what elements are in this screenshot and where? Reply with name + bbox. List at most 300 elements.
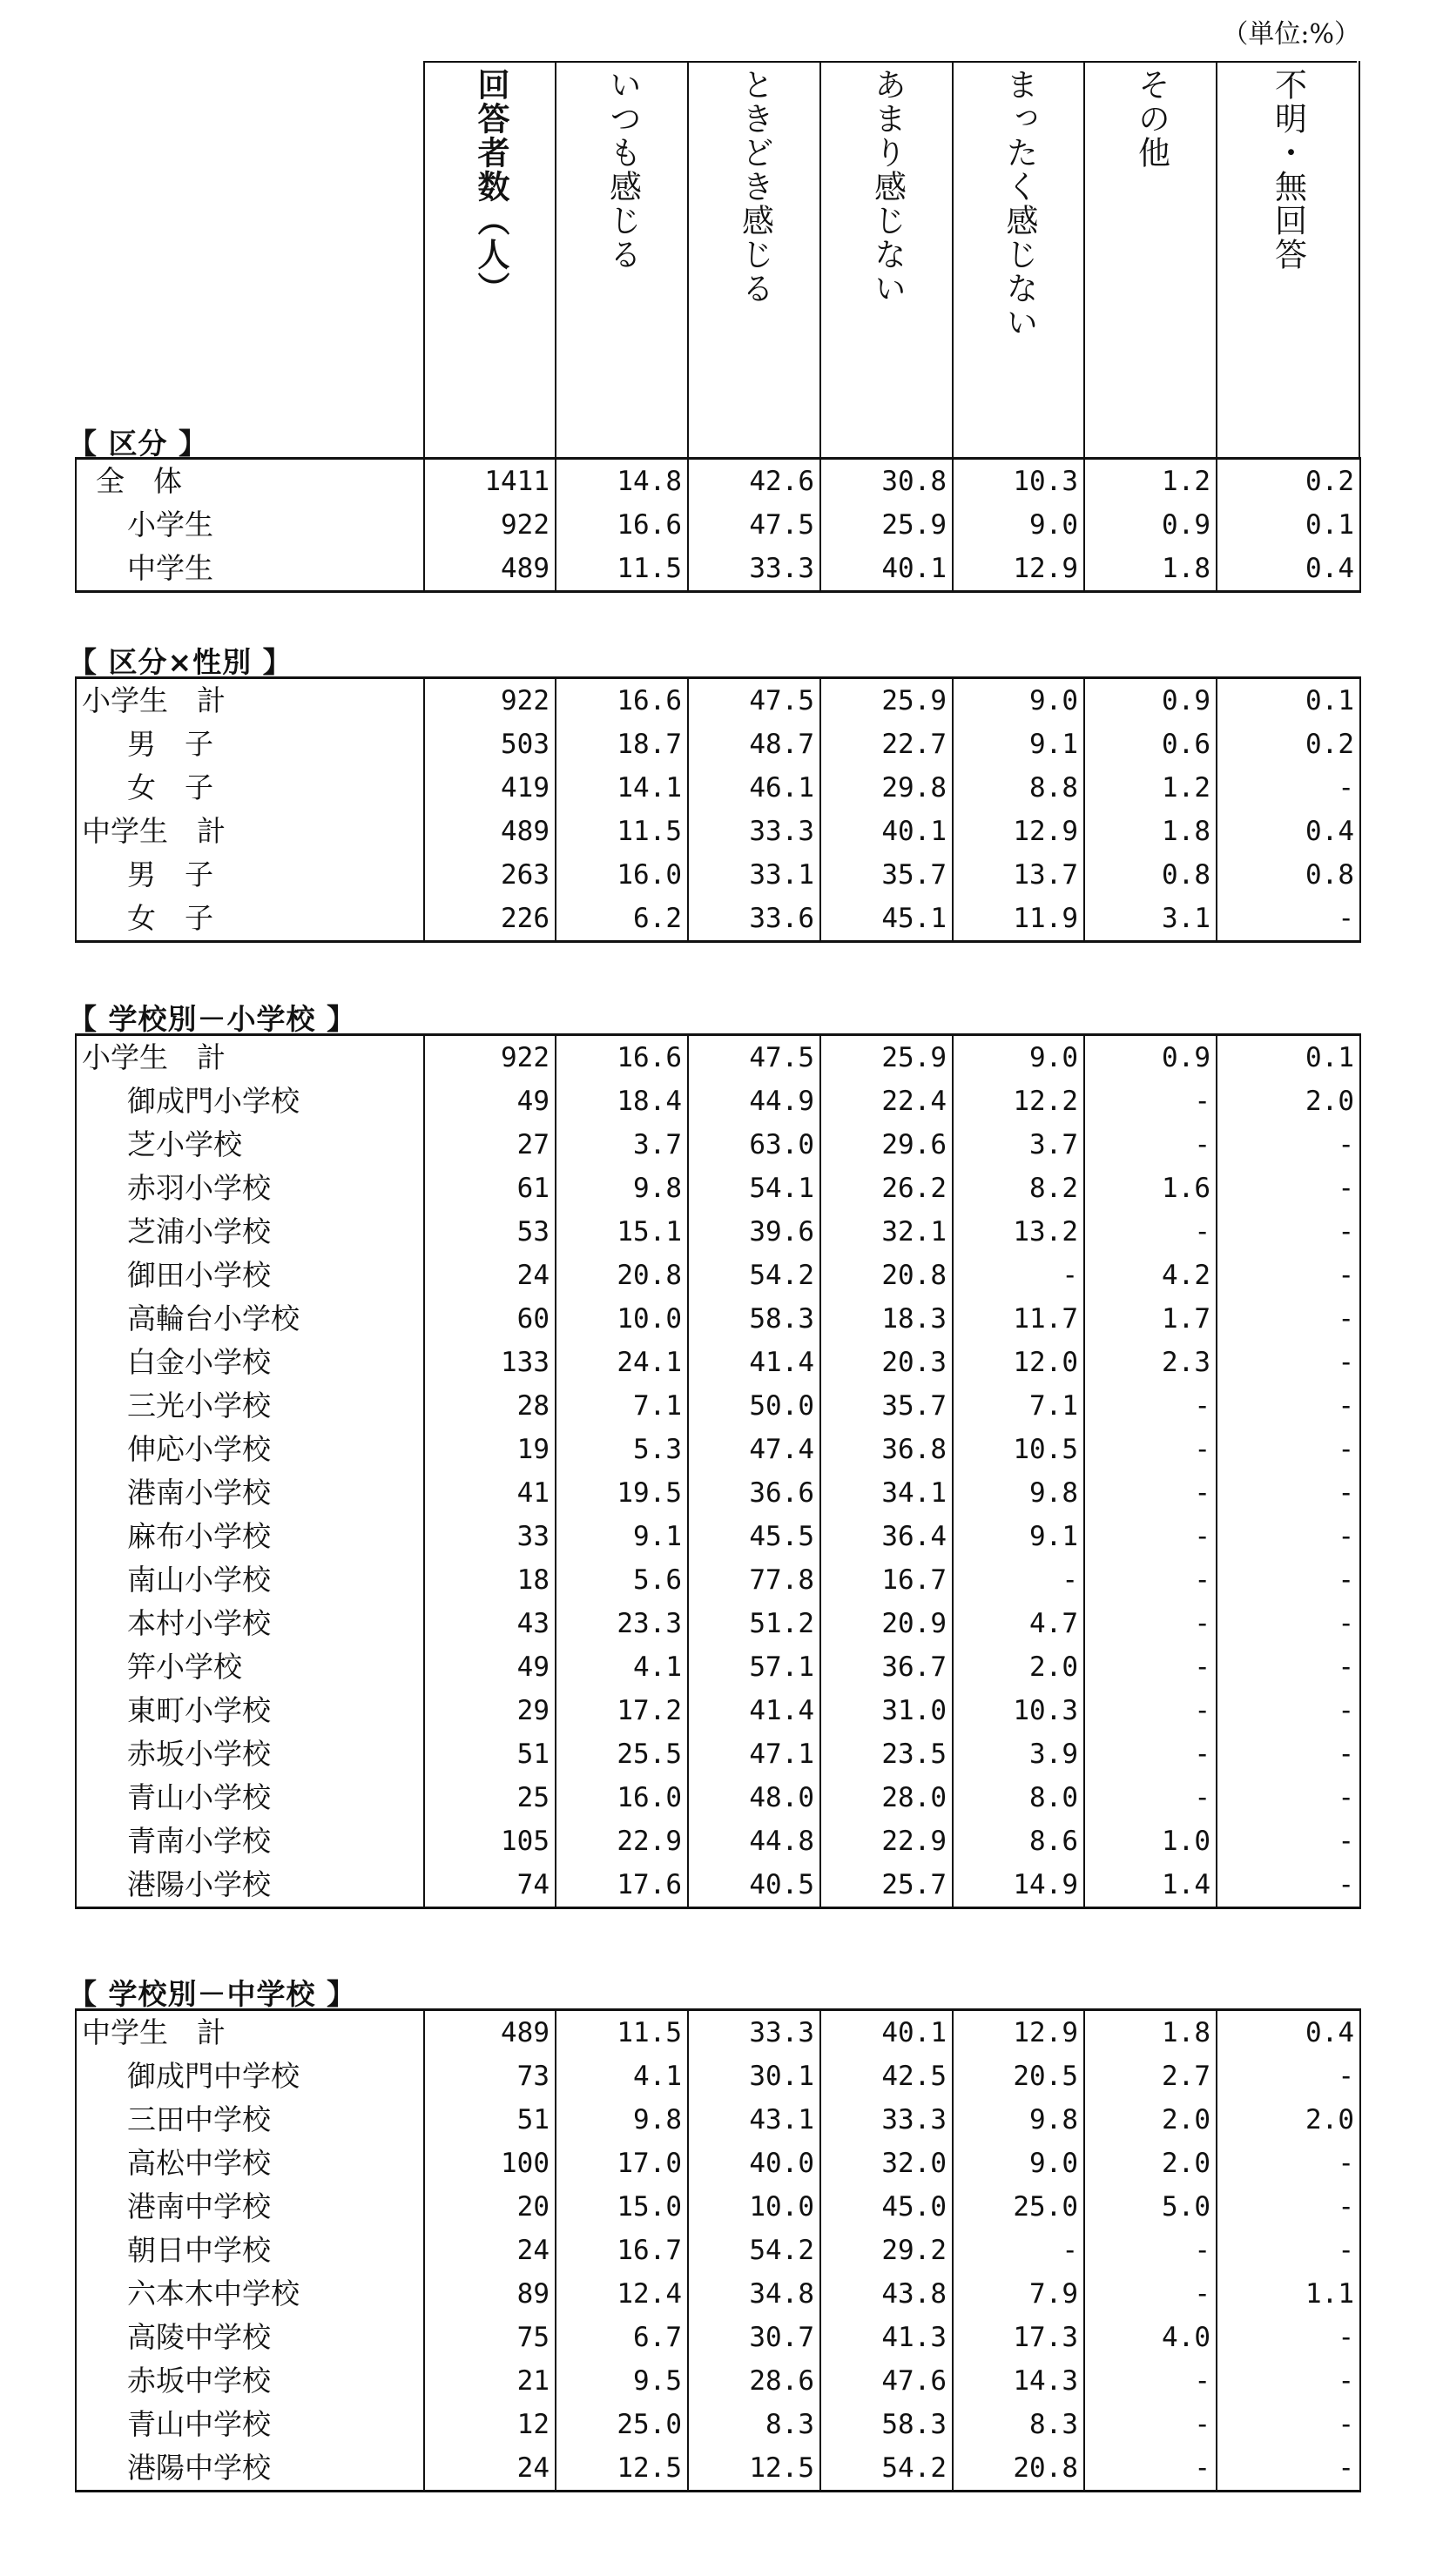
cell-value: 17.2	[556, 1689, 688, 1732]
cell-value: 13.7	[953, 853, 1084, 897]
cell-value: -	[1217, 2359, 1360, 2403]
cell-value: -	[1217, 1384, 1360, 1428]
cell-value: 3.9	[953, 1732, 1084, 1776]
cell-value: 22.9	[820, 1819, 953, 1863]
table-row	[76, 2403, 1360, 2446]
cell-value: 18.7	[556, 723, 688, 766]
cell-value: 18.3	[820, 1297, 953, 1341]
cell-value: 20.5	[953, 2055, 1084, 2098]
cell-value: 9.8	[556, 2098, 688, 2142]
cell-value: 0.8	[1084, 853, 1217, 897]
cell-value: 8.3	[953, 2403, 1084, 2446]
cell-value: 12.0	[953, 1341, 1084, 1384]
table-row	[76, 1776, 1360, 1819]
cell-value: 57.1	[688, 1645, 820, 1689]
cell-value: 16.7	[820, 1558, 953, 1602]
row-label: 青山中学校	[76, 2403, 424, 2446]
cell-value: 1.6	[1084, 1167, 1217, 1210]
cell-value: 54.2	[688, 1254, 820, 1297]
cell-value: 9.8	[953, 1471, 1084, 1515]
cell-value: -	[1084, 1210, 1217, 1254]
cell-value: 40.1	[820, 547, 953, 592]
cell-value: 14.1	[556, 766, 688, 810]
cell-value: 0.4	[1217, 547, 1360, 592]
row-label: 中学生	[76, 547, 424, 592]
cell-value: -	[1217, 1558, 1360, 1602]
cell-value: 17.6	[556, 1863, 688, 1908]
table-row	[76, 2272, 1360, 2316]
table-row	[76, 723, 1360, 766]
cell-value: 53	[424, 1210, 556, 1254]
table-row	[76, 1515, 1360, 1558]
cell-value: -	[1084, 1428, 1217, 1471]
cell-value: 47.5	[688, 1035, 820, 1080]
cell-value: 2.7	[1084, 2055, 1217, 2098]
cell-value: 30.1	[688, 2055, 820, 2098]
cell-value: 14.8	[556, 459, 688, 504]
cell-value: 58.3	[820, 2403, 953, 2446]
table-row	[76, 1863, 1360, 1908]
column-header-rarely	[819, 61, 954, 457]
cell-value: 6.7	[556, 2316, 688, 2359]
cell-value: 44.8	[688, 1819, 820, 1863]
cell-value: 45.0	[820, 2185, 953, 2229]
cell-value: 2.0	[1217, 2098, 1360, 2142]
cell-value: 16.0	[556, 853, 688, 897]
cell-value: 11.5	[556, 810, 688, 853]
cell-value: 9.8	[556, 1167, 688, 1210]
table-row	[76, 2010, 1360, 2055]
cell-value: 0.9	[1084, 503, 1217, 547]
cell-value: -	[1217, 1819, 1360, 1863]
cell-value: -	[1217, 2446, 1360, 2492]
table-row	[76, 503, 1360, 547]
cell-value: 9.0	[953, 2142, 1084, 2185]
cell-value: 25.9	[820, 678, 953, 723]
cell-value: 34.8	[688, 2272, 820, 2316]
cell-value: -	[1084, 2446, 1217, 2492]
cell-value: 15.0	[556, 2185, 688, 2229]
cell-value: 49	[424, 1079, 556, 1123]
row-label: 本村小学校	[76, 1602, 424, 1645]
cell-value: 19.5	[556, 1471, 688, 1515]
cell-value: 22.9	[556, 1819, 688, 1863]
cell-value: 263	[424, 853, 556, 897]
cell-value: 49	[424, 1645, 556, 1689]
cell-value: -	[1084, 2272, 1217, 2316]
cell-value: 33.3	[688, 2010, 820, 2055]
row-label: 朝日中学校	[76, 2229, 424, 2272]
cell-value: 0.9	[1084, 678, 1217, 723]
cell-value: -	[1217, 1428, 1360, 1471]
row-label: 港南中学校	[76, 2185, 424, 2229]
table-row	[76, 897, 1360, 942]
cell-value: 11.7	[953, 1297, 1084, 1341]
data-table-elementary-schools	[75, 1033, 1361, 1909]
table-row	[76, 459, 1360, 504]
row-label: 高輪台小学校	[76, 1297, 424, 1341]
row-label: 港陽中学校	[76, 2446, 424, 2492]
row-label: 御成門小学校	[76, 1079, 424, 1123]
cell-value: 1.0	[1084, 1819, 1217, 1863]
cell-value: -	[1217, 2142, 1360, 2185]
cell-value: 8.6	[953, 1819, 1084, 1863]
cell-value: -	[1217, 1471, 1360, 1515]
cell-value: -	[1084, 2229, 1217, 2272]
row-label: 赤坂小学校	[76, 1732, 424, 1776]
table-row	[76, 1602, 1360, 1645]
cell-value: 0.1	[1217, 678, 1360, 723]
cell-value: -	[1217, 766, 1360, 810]
cell-value: 41	[424, 1471, 556, 1515]
cell-value: 39.6	[688, 1210, 820, 1254]
cell-value: 33.6	[688, 897, 820, 942]
table-row	[76, 2359, 1360, 2403]
cell-value: 16.6	[556, 503, 688, 547]
cell-value: 25.9	[820, 1035, 953, 1080]
cell-value: 18.4	[556, 1079, 688, 1123]
cell-value: 23.5	[820, 1732, 953, 1776]
cell-value: 2.3	[1084, 1341, 1217, 1384]
cell-value: 41.3	[820, 2316, 953, 2359]
cell-value: -	[1217, 1602, 1360, 1645]
cell-value: -	[1084, 1776, 1217, 1819]
table-row	[76, 766, 1360, 810]
cell-value: 12.9	[953, 547, 1084, 592]
cell-value: 1411	[424, 459, 556, 504]
cell-value: 16.7	[556, 2229, 688, 2272]
cell-value: 10.3	[953, 459, 1084, 504]
table-row	[76, 1210, 1360, 1254]
section-label: 【 学校別－中学校 】	[68, 1977, 356, 2011]
table-row	[76, 1819, 1360, 1863]
cell-value: 16.6	[556, 1035, 688, 1080]
cell-value: 41.4	[688, 1341, 820, 1384]
column-header-label: あまり感じない	[868, 68, 907, 306]
data-table-by-gender	[75, 676, 1361, 943]
table-row	[76, 1732, 1360, 1776]
cell-value: 8.3	[688, 2403, 820, 2446]
cell-value: 33.3	[820, 2098, 953, 2142]
cell-value: 35.7	[820, 1384, 953, 1428]
cell-value: -	[1217, 2229, 1360, 2272]
row-label: 芝小学校	[76, 1123, 424, 1167]
cell-value: -	[1217, 1210, 1360, 1254]
cell-value: 11.9	[953, 897, 1084, 942]
cell-value: 75	[424, 2316, 556, 2359]
cell-value: -	[1217, 2055, 1360, 2098]
cell-value: 32.0	[820, 2142, 953, 2185]
data-table-junior-high-schools	[75, 2008, 1361, 2492]
cell-value: -	[1084, 2359, 1217, 2403]
cell-value: 0.4	[1217, 810, 1360, 853]
cell-value: 40.5	[688, 1863, 820, 1908]
table-row	[76, 2229, 1360, 2272]
table-row	[76, 2185, 1360, 2229]
cell-value: 1.4	[1084, 1863, 1217, 1908]
row-label: 小学生 計	[76, 678, 424, 723]
section-label: 【 学校別－小学校 】	[68, 1002, 356, 1036]
cell-value: 133	[424, 1341, 556, 1384]
cell-value: 24.1	[556, 1341, 688, 1384]
cell-value: 30.7	[688, 2316, 820, 2359]
cell-value: -	[1084, 1732, 1217, 1776]
cell-value: 77.8	[688, 1558, 820, 1602]
cell-value: 4.2	[1084, 1254, 1217, 1297]
cell-value: 33.1	[688, 853, 820, 897]
table-row	[76, 1689, 1360, 1732]
table-row	[76, 1167, 1360, 1210]
table-row	[76, 678, 1360, 723]
cell-value: 9.1	[953, 1515, 1084, 1558]
table-row	[76, 1645, 1360, 1689]
row-label: 御成門中学校	[76, 2055, 424, 2098]
cell-value: 100	[424, 2142, 556, 2185]
cell-value: 2.0	[953, 1645, 1084, 1689]
cell-value: -	[953, 1558, 1084, 1602]
cell-value: 25.0	[556, 2403, 688, 2446]
table-row	[76, 1558, 1360, 1602]
cell-value: 0.1	[1217, 1035, 1360, 1080]
table-row	[76, 2316, 1360, 2359]
cell-value: 9.0	[953, 678, 1084, 723]
cell-value: 48.0	[688, 1776, 820, 1819]
row-label: 芝浦小学校	[76, 1210, 424, 1254]
cell-value: 9.0	[953, 503, 1084, 547]
table-row	[76, 1471, 1360, 1515]
cell-value: 16.0	[556, 1776, 688, 1819]
cell-value: 42.5	[820, 2055, 953, 2098]
section-label: 【 区分×性別 】	[68, 645, 293, 679]
cell-value: 10.3	[953, 1689, 1084, 1732]
cell-value: 10.0	[556, 1297, 688, 1341]
unit-note: （単位:%）	[1222, 19, 1360, 50]
cell-value: 43.8	[820, 2272, 953, 2316]
row-label: 港南小学校	[76, 1471, 424, 1515]
cell-value: 60	[424, 1297, 556, 1341]
cell-value: 489	[424, 547, 556, 592]
cell-value: 36.4	[820, 1515, 953, 1558]
row-label: 港陽小学校	[76, 1863, 424, 1908]
cell-value: 0.2	[1217, 459, 1360, 504]
cell-value: 40.1	[820, 810, 953, 853]
cell-value: 16.6	[556, 678, 688, 723]
table-row	[76, 2098, 1360, 2142]
cell-value: 3.7	[953, 1123, 1084, 1167]
cell-value: -	[1084, 1471, 1217, 1515]
cell-value: -	[1084, 1384, 1217, 1428]
column-header-label: まったく感じない	[1001, 68, 1038, 340]
cell-value: 9.1	[953, 723, 1084, 766]
cell-value: -	[1217, 1515, 1360, 1558]
cell-value: -	[1217, 1863, 1360, 1908]
cell-value: 5.6	[556, 1558, 688, 1602]
cell-value: 22.7	[820, 723, 953, 766]
cell-value: -	[1084, 1079, 1217, 1123]
cell-value: 0.8	[1217, 853, 1360, 897]
cell-value: -	[1217, 1297, 1360, 1341]
cell-value: 105	[424, 1819, 556, 1863]
column-header-label: いつも感じる	[603, 68, 642, 272]
cell-value: 47.4	[688, 1428, 820, 1471]
column-header-label: ときどき感じる	[736, 68, 774, 306]
cell-value: 50.0	[688, 1384, 820, 1428]
cell-value: -	[1217, 1645, 1360, 1689]
row-label: 赤羽小学校	[76, 1167, 424, 1210]
cell-value: 45.1	[820, 897, 953, 942]
cell-value: 12.5	[688, 2446, 820, 2492]
row-label: 高陵中学校	[76, 2316, 424, 2359]
cell-value: 41.4	[688, 1689, 820, 1732]
cell-value: 36.6	[688, 1471, 820, 1515]
table-row	[76, 1079, 1360, 1123]
column-header-always	[555, 61, 689, 457]
row-label: 六本木中学校	[76, 2272, 424, 2316]
cell-value: 36.7	[820, 1645, 953, 1689]
cell-value: 4.7	[953, 1602, 1084, 1645]
cell-value: 1.8	[1084, 810, 1217, 853]
cell-value: 226	[424, 897, 556, 942]
column-header-sometimes	[687, 61, 821, 457]
cell-value: 0.1	[1217, 503, 1360, 547]
cell-value: 24	[424, 1254, 556, 1297]
cell-value: 3.7	[556, 1123, 688, 1167]
cell-value: 9.8	[953, 2098, 1084, 2142]
cell-value: 30.8	[820, 459, 953, 504]
cell-value: 51	[424, 1732, 556, 1776]
cell-value: -	[1217, 1123, 1360, 1167]
row-label: 三光小学校	[76, 1384, 424, 1428]
cell-value: 29.8	[820, 766, 953, 810]
cell-value: -	[1084, 1689, 1217, 1732]
cell-value: 21	[424, 2359, 556, 2403]
cell-value: 47.5	[688, 678, 820, 723]
cell-value: 922	[424, 678, 556, 723]
cell-value: 58.3	[688, 1297, 820, 1341]
cell-value: -	[1217, 897, 1360, 942]
cell-value: -	[1084, 1123, 1217, 1167]
table-row	[76, 1428, 1360, 1471]
cell-value: 20.8	[820, 1254, 953, 1297]
cell-value: 4.1	[556, 2055, 688, 2098]
cell-value: 489	[424, 810, 556, 853]
cell-value: 45.5	[688, 1515, 820, 1558]
row-label: 東町小学校	[76, 1689, 424, 1732]
table-row	[76, 2142, 1360, 2185]
cell-value: -	[1217, 2403, 1360, 2446]
cell-value: 1.7	[1084, 1297, 1217, 1341]
cell-value: 0.9	[1084, 1035, 1217, 1080]
cell-value: 2.0	[1084, 2098, 1217, 2142]
cell-value: 42.6	[688, 459, 820, 504]
row-label: 伸応小学校	[76, 1428, 424, 1471]
column-header-label: 不明・無回答	[1269, 68, 1307, 272]
table-row	[76, 1035, 1360, 1080]
table-row	[76, 1123, 1360, 1167]
cell-value: -	[1217, 2185, 1360, 2229]
cell-value: -	[1217, 1732, 1360, 1776]
cell-value: 0.2	[1217, 723, 1360, 766]
cell-value: 27	[424, 1123, 556, 1167]
column-header-label: 回答者数（人）	[472, 68, 509, 306]
cell-value: 33.3	[688, 810, 820, 853]
cell-value: 1.8	[1084, 547, 1217, 592]
cell-value: 2.0	[1084, 2142, 1217, 2185]
table-row	[76, 1297, 1360, 1341]
cell-value: 12	[424, 2403, 556, 2446]
cell-value: 43.1	[688, 2098, 820, 2142]
cell-value: 43	[424, 1602, 556, 1645]
cell-value: 44.9	[688, 1079, 820, 1123]
row-label: 青南小学校	[76, 1819, 424, 1863]
cell-value: 20	[424, 2185, 556, 2229]
cell-value: 28	[424, 1384, 556, 1428]
cell-value: 61	[424, 1167, 556, 1210]
cell-value: 489	[424, 2010, 556, 2055]
table-row	[76, 1341, 1360, 1384]
cell-value: 31.0	[820, 1689, 953, 1732]
cell-value: 63.0	[688, 1123, 820, 1167]
cell-value: 25.7	[820, 1863, 953, 1908]
cell-value: 18	[424, 1558, 556, 1602]
cell-value: 48.7	[688, 723, 820, 766]
cell-value: -	[1084, 1602, 1217, 1645]
cell-value: 19	[424, 1428, 556, 1471]
cell-value: 1.1	[1217, 2272, 1360, 2316]
cell-value: 5.3	[556, 1428, 688, 1471]
cell-value: 10.5	[953, 1428, 1084, 1471]
row-label: 小学生 計	[76, 1035, 424, 1080]
cell-value: 7.1	[556, 1384, 688, 1428]
cell-value: 25	[424, 1776, 556, 1819]
cell-value: 0.6	[1084, 723, 1217, 766]
row-label: 男 子	[76, 853, 424, 897]
cell-value: -	[1084, 1645, 1217, 1689]
cell-value: 29.6	[820, 1123, 953, 1167]
cell-value: -	[1084, 1558, 1217, 1602]
cell-value: 40.1	[820, 2010, 953, 2055]
cell-value: 12.9	[953, 2010, 1084, 2055]
data-table-overall	[75, 457, 1361, 593]
cell-value: 11.5	[556, 547, 688, 592]
row-label: 麻布小学校	[76, 1515, 424, 1558]
cell-value: 12.4	[556, 2272, 688, 2316]
cell-value: 47.1	[688, 1732, 820, 1776]
cell-value: 73	[424, 2055, 556, 2098]
cell-value: 15.1	[556, 1210, 688, 1254]
row-label: 青山小学校	[76, 1776, 424, 1819]
cell-value: 17.0	[556, 2142, 688, 2185]
cell-value: 51	[424, 2098, 556, 2142]
cell-value: -	[953, 2229, 1084, 2272]
cell-value: 25.0	[953, 2185, 1084, 2229]
row-label: 全 体	[76, 459, 424, 504]
cell-value: -	[1217, 1341, 1360, 1384]
cell-value: 25.9	[820, 503, 953, 547]
cell-value: 26.2	[820, 1167, 953, 1210]
cell-value: 24	[424, 2229, 556, 2272]
cell-value: 89	[424, 2272, 556, 2316]
cell-value: -	[1217, 1776, 1360, 1819]
cell-value: 47.6	[820, 2359, 953, 2403]
cell-value: 8.2	[953, 1167, 1084, 1210]
cell-value: 3.1	[1084, 897, 1217, 942]
cell-value: 20.9	[820, 1602, 953, 1645]
cell-value: 14.3	[953, 2359, 1084, 2403]
row-label: 女 子	[76, 766, 424, 810]
cell-value: -	[1217, 1254, 1360, 1297]
table-row	[76, 2446, 1360, 2492]
